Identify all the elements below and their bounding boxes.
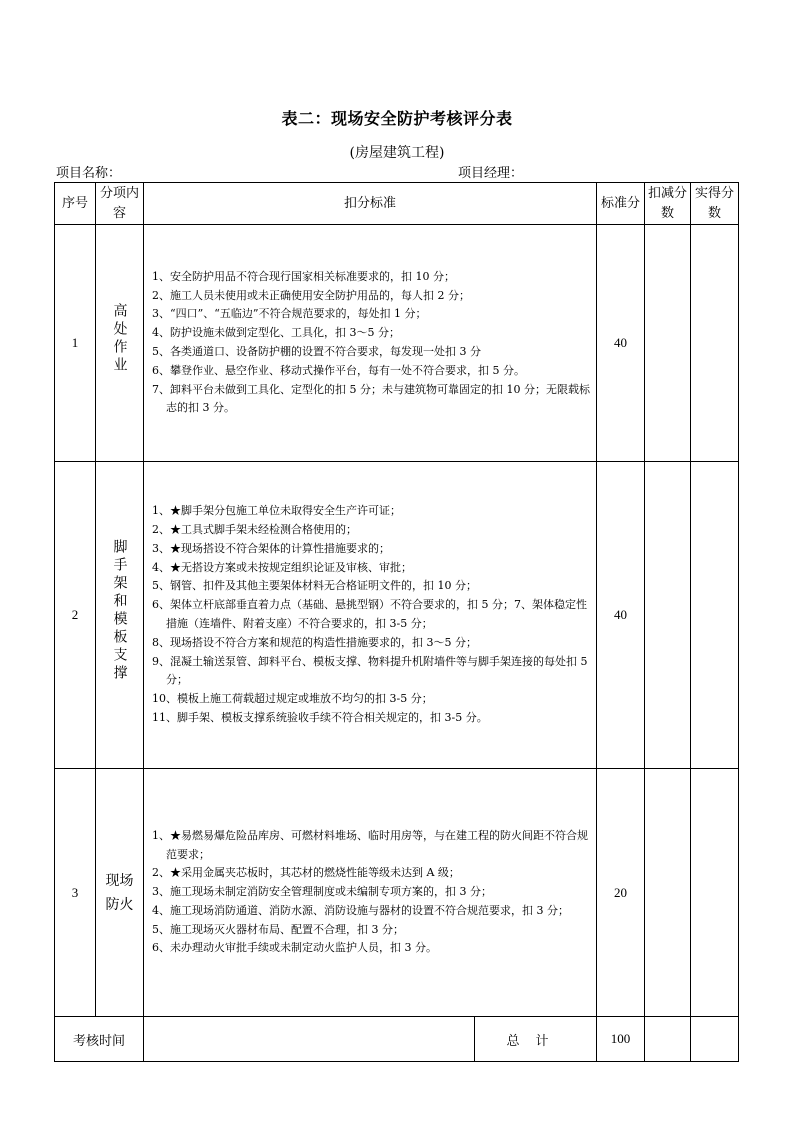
row-standard-points: 20 xyxy=(597,769,645,1017)
row-category-text: 现场防火 xyxy=(105,872,134,913)
criteria-item xyxy=(152,653,592,691)
total-deduct-cell[interactable] xyxy=(645,1017,691,1062)
row-category xyxy=(96,225,144,462)
row-deduct-cell[interactable] xyxy=(645,769,691,1017)
criteria-item xyxy=(152,690,592,709)
criteria-item xyxy=(152,634,592,653)
header-actual: 实得分数 xyxy=(691,183,739,225)
criteria-item xyxy=(152,362,592,381)
criteria-item xyxy=(152,921,592,940)
row-criteria xyxy=(144,462,597,769)
criteria-item-text: 未办理动火审批手续或未制定动火监护人员，扣 3 分。 xyxy=(170,941,437,955)
criteria-item-text: 模板上施工荷载超过规定或堆放不均匀的扣 3-5 分； xyxy=(177,692,433,706)
criteria-item-text: 防护设施未做到定型化、工具化，扣 3～5 分； xyxy=(170,326,400,340)
criteria-item-text: “四口”、“五临边”不符合规范要求的，每处扣 1 分； xyxy=(170,307,427,321)
criteria-item-number: 9、 xyxy=(152,654,170,668)
criteria-item-number: 5、 xyxy=(152,345,170,358)
criteria-item-text: 施工现场未制定消防安全管理制度或未编制专项方案的，扣 3 分； xyxy=(170,885,492,899)
header-criteria: 扣分标准 xyxy=(144,183,597,225)
criteria-item xyxy=(152,381,592,419)
criteria-item-text: ★无搭设方案或未按规定组织论证及审核、审批； xyxy=(170,560,412,574)
criteria-item-number: 1、 xyxy=(152,269,170,283)
criteria-item xyxy=(152,827,592,865)
criteria-item-text: ★采用金属夹芯板时，其芯材的燃烧性能等级未达到 A 级； xyxy=(170,866,460,880)
row-standard-points: 40 xyxy=(597,225,645,462)
criteria-item-number: 7、 xyxy=(152,382,170,396)
assessment-time-label: 考核时间 xyxy=(55,1017,144,1062)
criteria-item xyxy=(152,596,592,634)
row-deduct-cell[interactable] xyxy=(645,225,691,462)
row-deduct-cell[interactable] xyxy=(645,462,691,769)
criteria-item-number: 11、 xyxy=(152,710,177,724)
criteria-item-text: 钢管、扣件及其他主要架体材料无合格证明文件的，扣 10 分； xyxy=(170,579,477,593)
total-label: 总计 xyxy=(475,1017,597,1062)
criteria-item xyxy=(152,540,592,559)
criteria-item-number: 8、 xyxy=(152,635,170,649)
criteria-item-text: 施工人员未使用或未正确使用安全防护用品的，每人扣 2 分； xyxy=(170,288,470,302)
criteria-item xyxy=(152,939,592,958)
row-category-text: 脚手架和模板支撑 xyxy=(111,539,128,683)
criteria-item-number: 1、 xyxy=(152,504,170,518)
footer-row xyxy=(55,1017,739,1062)
criteria-item-number: 10、 xyxy=(152,692,177,706)
row-criteria xyxy=(144,225,597,462)
row-seq: 3 xyxy=(55,769,96,1017)
criteria-item xyxy=(152,709,592,728)
criteria-item-number: 2、 xyxy=(152,523,170,537)
criteria-item xyxy=(152,502,592,521)
criteria-item-number: 5、 xyxy=(152,579,170,593)
header-standard: 标准分 xyxy=(597,183,645,225)
criteria-item xyxy=(152,324,592,343)
criteria-item xyxy=(152,902,592,921)
project-name-label: 项目名称： xyxy=(56,166,122,181)
total-points: 100 xyxy=(597,1017,645,1062)
criteria-item-number: 4、 xyxy=(152,560,170,574)
criteria-item xyxy=(152,287,592,306)
criteria-item-text: ★易燃易爆危险品库房、可燃材料堆场、临时用房等，与在建工程的防火间距不符合规范要求； xyxy=(166,828,588,861)
criteria-item xyxy=(152,577,592,596)
criteria-item-number: 3、 xyxy=(152,885,170,899)
criteria-item-text: 各类通道口、设备防护棚的设置不符合要求，每发现一处扣 3 分 xyxy=(170,345,481,358)
row-criteria xyxy=(144,769,597,1017)
header-row xyxy=(55,183,739,225)
criteria-item-text: ★脚手架分包施工单位未取得安全生产许可证； xyxy=(170,504,401,518)
criteria-item-number: 2、 xyxy=(152,866,170,880)
row-standard-points: 40 xyxy=(597,462,645,769)
row-category xyxy=(96,769,144,1017)
total-actual-cell[interactable] xyxy=(691,1017,739,1062)
row-seq: 2 xyxy=(55,462,96,769)
score-table xyxy=(54,182,739,1062)
criteria-item-text: ★工具式脚手架未经检测合格使用的； xyxy=(170,523,357,537)
criteria-item-number: 3、 xyxy=(152,541,170,555)
criteria-item xyxy=(152,559,592,578)
row-actual-cell[interactable] xyxy=(691,225,739,462)
project-manager-label: 项目经理： xyxy=(458,166,524,181)
criteria-item-number: 3、 xyxy=(152,307,170,321)
criteria-item-number: 1、 xyxy=(152,828,170,842)
criteria-item-text: ★现场搭设不符合架体的计算性措施要求的； xyxy=(170,541,390,555)
criteria-item-number: 2、 xyxy=(152,288,170,302)
criteria-item xyxy=(152,864,592,883)
criteria-item-number: 5、 xyxy=(152,922,170,936)
header-seq: 序号 xyxy=(55,183,96,225)
document-title: 表二：现场安全防护考核评分表 xyxy=(281,109,513,128)
criteria-item xyxy=(152,521,592,540)
criteria-item-number: 6、 xyxy=(152,598,170,612)
criteria-item-text: 现场搭设不符合方案和规范的构造性措施要求的，扣 3～5 分； xyxy=(170,635,477,649)
criteria-item-number: 4、 xyxy=(152,326,170,340)
row-actual-cell[interactable] xyxy=(691,462,739,769)
criteria-item xyxy=(152,305,592,324)
table-row xyxy=(55,225,739,462)
assessment-time-value[interactable] xyxy=(144,1017,475,1062)
criteria-item-text: 施工现场灭火器材布局、配置不合理，扣 3 分； xyxy=(170,922,404,936)
row-category xyxy=(96,462,144,769)
row-actual-cell[interactable] xyxy=(691,769,739,1017)
criteria-item-text: 施工现场消防通道、消防水源、消防设施与器材的设置不符合规范要求，扣 3 分； xyxy=(170,903,569,917)
criteria-item-text: 卸料平台未做到工具化、定型化的扣 5 分；未与建筑物可靠固定的扣 10 分；无限载标志的扣 3 分。 xyxy=(166,382,590,415)
criteria-item-text: 安全防护用品不符合现行国家相关标准要求的，扣 10 分； xyxy=(170,269,455,283)
criteria-item-text: 架体立杆底部垂直着力点（基础、悬挑型钢）不符合要求的，扣 5 分；7、架体稳定性措施（连墙件、附着支座）不符合要求的，扣 3-5 分； xyxy=(166,598,587,630)
criteria-item xyxy=(152,268,592,287)
criteria-item-number: 6、 xyxy=(152,363,170,377)
table-row xyxy=(55,462,739,769)
criteria-item-text: 混凝土输送泵管、卸料平台、模板支撑、物料提升机附墙件等与脚手架连接的每处扣 5 分； xyxy=(166,654,588,687)
header-category: 分项内容 xyxy=(96,183,144,225)
document-subtitle: (房屋建筑工程) xyxy=(349,145,445,161)
row-category-text: 高处作业 xyxy=(111,303,128,375)
criteria-item xyxy=(152,343,592,362)
table-row xyxy=(55,769,739,1017)
row-seq: 1 xyxy=(55,225,96,462)
criteria-item-number: 4、 xyxy=(152,903,170,917)
criteria-item-text: 攀登作业、悬空作业、移动式操作平台，每有一处不符合要求，扣 5 分。 xyxy=(170,363,525,377)
header-deduct: 扣减分数 xyxy=(645,183,691,225)
criteria-item-text: 脚手架、模板支撑系统验收手续不符合相关规定的，扣 3-5 分。 xyxy=(177,710,488,724)
criteria-item xyxy=(152,883,592,902)
criteria-item-number: 6、 xyxy=(152,941,170,955)
